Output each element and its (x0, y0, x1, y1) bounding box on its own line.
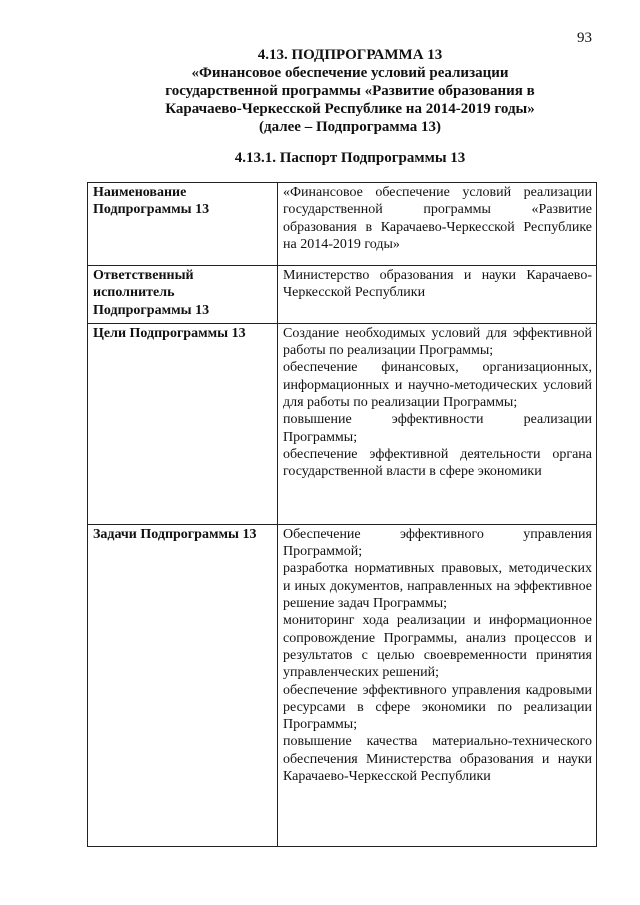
row-label-name: Наименование Подпрограммы 13 (88, 183, 278, 266)
title-line: (далее – Подпрограмма 13) (259, 119, 441, 135)
value-line: повышение эффективности реализации Программы; (283, 412, 592, 445)
row-value-executor (278, 266, 597, 324)
row-label-goals: Цели Подпрограммы 13 (88, 323, 278, 524)
value-line: Министерство образования и науки Карачаево-Черкесской Республики (283, 268, 592, 301)
table-row (88, 183, 597, 266)
value-line: Обеспечение эффективного управления Программой; (283, 526, 592, 560)
value-line: обеспечение эффективного управления кадровыми ресурсами в сфере экономики по реализации Программы; (283, 682, 592, 733)
value-line: разработка нормативных правовых, методических и иных документов, направленных на эффективное решение задач Программы; (283, 561, 592, 612)
passport-subtitle: 4.13.1. Паспорт Подпрограммы 13 (234, 150, 466, 166)
value-line: «Финансовое обеспечение условий реализации государственной программы «Развитие образования в Карачаево-Черкесской Республике на 2014-2019 годы» (283, 185, 592, 252)
row-value-name (278, 183, 597, 266)
table-row (88, 323, 597, 524)
title-line: Карачаево-Черкесской Республике на 2014-2019 годы» (165, 101, 535, 117)
title-line: 4.13. ПОДПРОГРАММА 13 (257, 47, 443, 63)
table-row (88, 266, 597, 324)
value-line: обеспечение финансовых, организационных, информационных и научно-методических условий для работы по реализации Программы; (283, 360, 592, 411)
subprogram-title (100, 46, 600, 136)
value-line: повышение качества материально-технического обеспечения Министерства образования и науки Карачаево-Черкесской Республики (283, 734, 592, 785)
page-number: 93 (577, 30, 592, 46)
row-label-tasks: Задачи Подпрограммы 13 (88, 524, 278, 846)
title-line: «Финансовое обеспечение условий реализации (191, 65, 509, 81)
row-value-tasks (278, 524, 597, 846)
table-row (88, 524, 597, 846)
row-value-goals (278, 323, 597, 524)
row-label-executor: Ответственный исполнитель Подпрограммы 13 (88, 266, 278, 324)
value-line: мониторинг хода реализации и информационное сопровождение Программы, анализ процессов и результатов с целью своевременности принятия управленческих решений; (283, 613, 592, 681)
value-line: обеспечение эффективной деятельности органа государственной власти в сфере экономики (283, 446, 592, 480)
title-line: государственной программы «Развитие образования в (165, 83, 535, 99)
passport-table (87, 182, 597, 847)
value-line: Создание необходимых условий для эффективной работы по реализации Программы; (283, 325, 592, 359)
